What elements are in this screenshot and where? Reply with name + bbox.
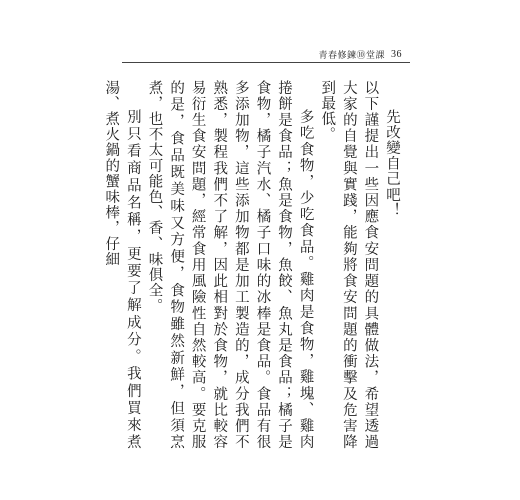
paragraph: 多吃食物，少吃食品。雞肉是食物，雞塊、雞肉捲餅是食品；魚是食物，魚餃、魚丸是食品；橘子是食物，橘子汽水、橘子口味的冰棒是食品。食品有很多添加物，這些添加物都是加工製造的，成分我們不熟悉，製程我們不了解，因此相對於食物，就比較容易衍生食安問題，經常食用風險性自然較高。要克服的是，食品既美味又方便，食物雖然新鮮，但須烹煮，也不太可能色、香、味俱全。	[146, 80, 314, 450]
paragraph: 別只看商品名稱，更要了解成分。我們買來煮湯、煮火鍋的蟹味棒，仔細	[103, 80, 141, 450]
book-title: 青春修鍊⑩堂課	[318, 51, 385, 61]
body-text	[102, 80, 402, 450]
page-number: 36	[391, 49, 402, 60]
paragraph: 以下謹提出一些因應食安問題的具體做法，希望透過大家的自覺與實踐，能夠將食安問題的衝擊及危害降到最低。	[319, 80, 379, 450]
paragraph: 先改變自己吧！	[384, 109, 400, 219]
running-header	[318, 48, 402, 61]
header-rule	[122, 62, 410, 63]
